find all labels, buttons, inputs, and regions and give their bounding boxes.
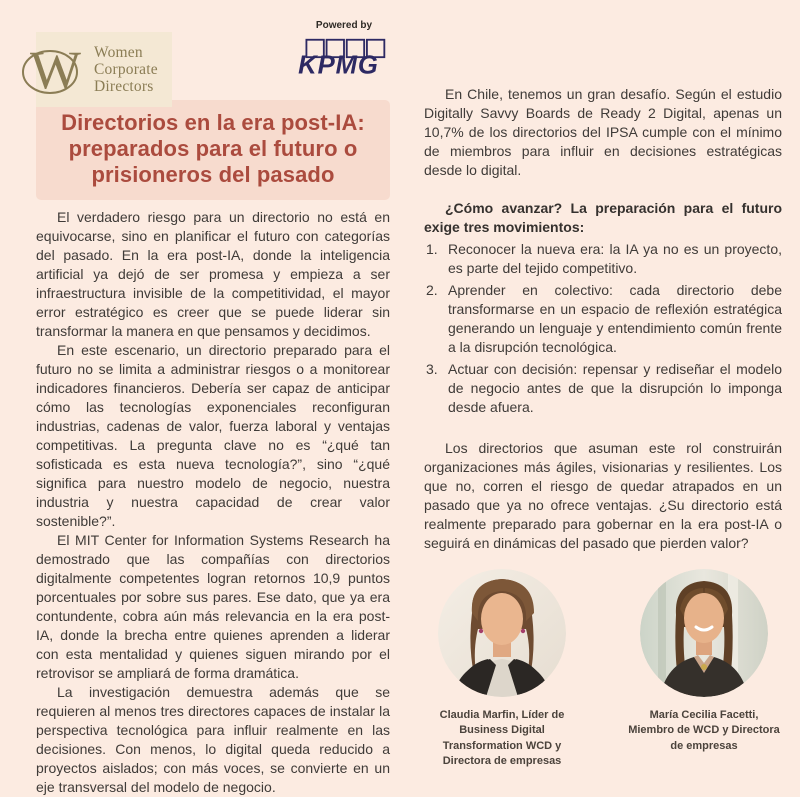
left-column — [30, 0, 390, 797]
maria-cecilia-facetti-photo — [640, 569, 768, 697]
paragraph-chile-challenge: En Chile, tenemos un gran desafío. Según el estudio Digitally Savvy Boards de Ready 2 Digital, apenas un 10,7% de los directorios del IPSA cumple con el mínimo de miembros para influir en decisiones estratégicas desde lo digital. — [424, 86, 782, 178]
wcd-word-corporate: Corporate — [94, 60, 158, 78]
profile-claudia-marfin — [424, 569, 580, 770]
wcd-logo — [30, 32, 172, 107]
list-item-text: Reconocer la nueva era: la IA ya no es un proyecto, es parte del tejido competitivo. — [448, 241, 782, 276]
list-item-number: 1. — [426, 241, 438, 257]
list-item — [424, 281, 782, 357]
header — [30, 20, 390, 98]
wcd-word-women: Women — [94, 43, 143, 61]
right-body-text — [424, 85, 782, 553]
profile-maria-cecilia-facetti — [626, 569, 782, 770]
claudia-marfin-caption: Claudia Marfin, Líder de Business Digital Transformation WCD y Directora de empresas — [439, 709, 565, 768]
paragraph-closing: Los directorios que asuman este rol construirán organizaciones más ágiles, visionarias y resilientes. Los que no, corren el riesgo de quedar atrapados en un pasado que ya no ofrece ventajas. ¿Su directorio está realmente preparado para gobernar en la era post-IA o seguirá en dinámicas del pasado que pierden valor? — [424, 440, 782, 551]
list-item — [424, 240, 782, 278]
wcd-word-directors: Directors — [94, 78, 154, 96]
svg-text:W: W — [30, 40, 81, 98]
left-body-text — [36, 208, 390, 797]
svg-text:KPMG: KPMG — [298, 51, 379, 80]
list-item-text: Actuar con decisión: repensar y rediseñar el modelo de negocio antes de que la disrupción lo imponga desde afuera. — [448, 361, 782, 415]
list-item-text: Aprender en colectivo: cada directorio debe transformarse en un espacio de reflexión estratégica generando un lenguaje y entendimiento común frente a la disrupción tecnológica. — [448, 282, 782, 355]
maria-cecilia-facetti-caption: María Cecilia Facetti, Miembro de WCD y Directora de empresas — [628, 709, 780, 752]
wcd-logo-badge — [30, 32, 172, 107]
kpmg-block — [298, 20, 390, 86]
paragraph-three-directors: La investigación demuestra además que se requieren al menos tres directores capaces de instalar la perspectiva tecnológica para influir realmente en las decisiones. Con menos, lo digital queda reducido a proyectos aislados; con más voces, se convierte en un eje transversal del modelo de negocio. — [36, 683, 390, 795]
page-title: Directorios en la era post-IA: preparados para el futuro o prisioneros del pasado — [61, 110, 365, 187]
how-to-advance-heading: ¿Cómo avanzar? La preparación para el futuro exige tres movimientos: — [424, 200, 782, 235]
right-column — [424, 0, 782, 770]
paragraph-mit-research: El MIT Center for Information Systems Research ha demostrado que las compañías con directorios digitalmente competentes logran retornos 10,9 puntos porcentuales por sobre sus pares. Ese dato, que ya era contundente, cobra aún más relevancia en la era post-IA, donde la brecha entre quienes aprenden a liderar con esta mentalidad y quienes siguen mirando por el retrovisor se ampliará de forma dramática. — [36, 531, 390, 681]
title-box — [36, 100, 390, 200]
profiles — [424, 569, 782, 770]
movements-list — [424, 240, 782, 417]
wcd-logo-text — [94, 44, 158, 95]
paragraph-scenario: En este escenario, un directorio preparado para el futuro no se limita a administrar riesgos o a monitorear indicadores financieros. Debería ser capaz de anticipar cómo las tecnologías exponenciales reconfiguran industrias, cadenas de valor, fuerza laboral y ventajas competitivas. La pregunta clave no es “¿qué tan sofisticada es esta nueva tecnología?”, sino “¿qué significa para nuestro modelo de negocio, nuestra industria y nuestra capacidad de crear valor sostenible?”. — [36, 341, 390, 529]
claudia-marfin-photo — [438, 569, 566, 697]
paragraph-risk: El verdadero riesgo para un directorio no está en equivocarse, sino en planificar el futuro con categorías del pasado. En la era post-IA, donde la inteligencia artificial ya dejó de ser promesa y empieza a ser infraestructura invisible de la competitividad, el mayor error estratégico es creer que se puede liderar sin transformar la manera en que pensamos y decidimos. — [36, 208, 390, 339]
powered-by-label: Powered by — [315, 20, 373, 31]
list-item-number: 3. — [426, 361, 438, 377]
wcd-monogram-icon — [20, 36, 94, 103]
list-item — [424, 360, 782, 417]
kpmg-logo-icon — [298, 37, 390, 86]
list-item-number: 2. — [426, 282, 438, 298]
